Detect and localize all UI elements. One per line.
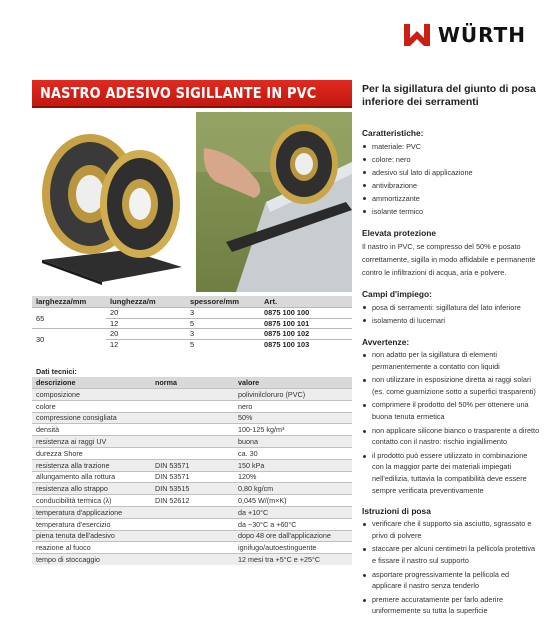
list-item: antivibrazione bbox=[362, 179, 540, 192]
value-cell: da +10°C bbox=[234, 506, 352, 518]
norm-cell bbox=[151, 506, 234, 518]
value-cell: 0,045 W/(m×K) bbox=[234, 495, 352, 507]
list-item: isolamento di lucernari bbox=[362, 314, 540, 327]
table-row bbox=[32, 389, 352, 401]
avvertenze-title: Avvertenze: bbox=[362, 337, 410, 347]
value-cell: 50% bbox=[234, 412, 352, 424]
length-cell: 12 bbox=[106, 318, 186, 329]
istruzioni-title: Istruzioni di posa bbox=[362, 506, 431, 517]
table-row bbox=[32, 459, 352, 471]
art-number: 0875 100 100 bbox=[260, 308, 352, 319]
norm-cell bbox=[151, 518, 234, 530]
width-cell: 30 bbox=[32, 329, 106, 350]
description-cell: compressione consigliata bbox=[32, 412, 151, 424]
norm-cell: DIN 53571 bbox=[151, 459, 234, 471]
norm-cell bbox=[151, 542, 234, 554]
wurth-logo-icon bbox=[402, 22, 432, 48]
norm-cell bbox=[151, 447, 234, 459]
list-item: colore: nero bbox=[362, 153, 540, 166]
title-banner bbox=[32, 80, 352, 106]
value-cell: 0,80 kg/cm bbox=[234, 483, 352, 495]
wurth-logo bbox=[402, 20, 526, 50]
description-cell: resistenza alla trazione bbox=[32, 459, 151, 471]
list-item: ammortizzante bbox=[362, 192, 540, 205]
art-number: 0875 100 102 bbox=[260, 329, 352, 340]
list-item: adesivo sul lato di applicazione bbox=[362, 166, 540, 179]
list-item: asportare progressivamente la pellicola ed applicare il nastro senza tenderlo bbox=[362, 569, 540, 592]
width-cell: 65 bbox=[32, 308, 106, 329]
page-subtitle: Per la sigillatura del giunto di posa inferiore dei serramenti bbox=[362, 83, 536, 108]
col-header-length: lunghezza/m bbox=[106, 296, 186, 308]
table-row bbox=[32, 424, 352, 436]
value-cell: 100-125 kg/m³ bbox=[234, 424, 352, 436]
application-photo bbox=[196, 112, 352, 292]
value-cell: 12 mesi tra +5°C e +25°C bbox=[234, 554, 352, 566]
value-cell: buona bbox=[234, 436, 352, 448]
tech-data-table bbox=[32, 366, 352, 565]
table-row bbox=[32, 436, 352, 448]
description-column bbox=[362, 83, 540, 619]
value-cell: nero bbox=[234, 400, 352, 412]
norm-cell bbox=[151, 436, 234, 448]
description-cell: durezza Shore bbox=[32, 447, 151, 459]
caratteristiche-title: Caratteristiche: bbox=[362, 128, 424, 138]
table-row bbox=[32, 308, 352, 319]
table-row bbox=[32, 400, 352, 412]
table-row bbox=[32, 506, 352, 518]
list-item: isolante termico bbox=[362, 205, 540, 218]
value-cell: polivinilcloruro (PVC) bbox=[234, 389, 352, 401]
description-cell: colore bbox=[32, 400, 151, 412]
thickness-cell: 5 bbox=[186, 318, 260, 329]
table-row bbox=[32, 495, 352, 507]
description-cell: reazione al fuoco bbox=[32, 542, 151, 554]
description-cell: allungamento alla rottura bbox=[32, 471, 151, 483]
table-row bbox=[32, 530, 352, 542]
istruzioni-list bbox=[362, 518, 540, 617]
value-cell: dopo 48 ore dall'applicazione bbox=[234, 530, 352, 542]
description-cell: composizione bbox=[32, 389, 151, 401]
list-item: non applicare silicone bianco o trasparente a diretto contatto con il nastro: rischio ingiallimento bbox=[362, 425, 540, 448]
caratteristiche-list bbox=[362, 140, 540, 218]
avvertenze-list bbox=[362, 349, 540, 496]
table-row bbox=[32, 329, 352, 340]
list-item: non adatto per la sigillatura di elementi permanentemente a contatto con liquidi bbox=[362, 349, 540, 372]
value-cell: 120% bbox=[234, 471, 352, 483]
table-row bbox=[32, 554, 352, 566]
norm-cell bbox=[151, 424, 234, 436]
page-title: NASTRO ADESIVO SIGILLANTE IN PVC bbox=[40, 84, 317, 102]
length-cell: 20 bbox=[106, 329, 186, 340]
description-cell: resistenza allo strappo bbox=[32, 483, 151, 495]
elevata-title: Elevata protezione bbox=[362, 228, 437, 238]
table-row bbox=[32, 542, 352, 554]
norm-cell bbox=[151, 554, 234, 566]
list-item: comprimere il prodotto del 50% per ottenere una buona tenuta ermetica bbox=[362, 399, 540, 422]
description-cell: resistenza ai raggi UV bbox=[32, 436, 151, 448]
norm-cell bbox=[151, 412, 234, 424]
thickness-cell: 3 bbox=[186, 329, 260, 340]
product-table bbox=[32, 296, 352, 350]
norm-cell bbox=[151, 389, 234, 401]
thickness-cell: 5 bbox=[186, 339, 260, 350]
description-cell: temperatura d'esercizio bbox=[32, 518, 151, 530]
thickness-cell: 3 bbox=[186, 308, 260, 319]
length-cell: 12 bbox=[106, 339, 186, 350]
norm-cell bbox=[151, 400, 234, 412]
table-row bbox=[32, 447, 352, 459]
brand-name: WÜRTH bbox=[437, 23, 526, 47]
col-header-norm: norma bbox=[151, 377, 234, 389]
norm-cell bbox=[151, 530, 234, 542]
description-cell: temperatura d'applicazione bbox=[32, 506, 151, 518]
list-item: premere accuratamente per farlo aderire uniformemente su tutta la superficie bbox=[362, 594, 540, 617]
art-number: 0875 100 103 bbox=[260, 339, 352, 350]
norm-cell: DIN 52612 bbox=[151, 495, 234, 507]
description-cell: conducibilità termica (λ) bbox=[32, 495, 151, 507]
col-header-value: valore bbox=[234, 377, 352, 389]
list-item: posa di serramenti: sigillatura del lato inferiore bbox=[362, 301, 540, 314]
norm-cell: DIN 53515 bbox=[151, 483, 234, 495]
tape-roll-image bbox=[32, 112, 187, 292]
list-item: verificare che il supporto sia asciutto, sgrassato e privo di polvere bbox=[362, 518, 540, 541]
art-number: 0875 100 101 bbox=[260, 318, 352, 329]
tech-table-title: Dati tecnici: bbox=[32, 366, 352, 377]
value-cell: ca. 30 bbox=[234, 447, 352, 459]
table-row bbox=[32, 412, 352, 424]
list-item: staccare per alcuni centimetri la pellicola protettiva e fissare il nastro sul supporto bbox=[362, 543, 540, 566]
norm-cell: DIN 53571 bbox=[151, 471, 234, 483]
col-header-thickness: spessore/mm bbox=[186, 296, 260, 308]
campi-title: Campi d'impiego: bbox=[362, 289, 432, 299]
list-item: il prodotto può essere utilizzato in combinazione con la maggior parte dei materiali impiegati nell'edilizia, tuttavia la compatibilità deve essere sempre verificata preventivamente bbox=[362, 450, 540, 496]
col-header-description: descrizione bbox=[32, 377, 151, 389]
elevata-text: Il nastro in PVC, se compresso del 50% e posato correttamente, sigilla in modo affidabile e permanente contro le infiltrazioni di acqua, aria e polvere. bbox=[362, 242, 536, 277]
list-item: materiale: PVC bbox=[362, 140, 540, 153]
length-cell: 20 bbox=[106, 308, 186, 319]
value-cell: da −30°C a +60°C bbox=[234, 518, 352, 530]
table-row bbox=[32, 518, 352, 530]
value-cell: 150 kPa bbox=[234, 459, 352, 471]
description-cell: piena tenuta dell'adesivo bbox=[32, 530, 151, 542]
value-cell: ignifugo/autoestinguente bbox=[234, 542, 352, 554]
description-cell: tempo di stoccaggio bbox=[32, 554, 151, 566]
campi-list bbox=[362, 301, 540, 327]
list-item: non utilizzare in esposizione diretta ai raggi solari (es. come guarnizione sotto a superfici trasparenti) bbox=[362, 374, 540, 397]
col-header-art: Art. bbox=[260, 296, 352, 308]
table-row bbox=[32, 483, 352, 495]
table-row bbox=[32, 471, 352, 483]
description-cell: densità bbox=[32, 424, 151, 436]
col-header-width: larghezza/mm bbox=[32, 296, 106, 308]
